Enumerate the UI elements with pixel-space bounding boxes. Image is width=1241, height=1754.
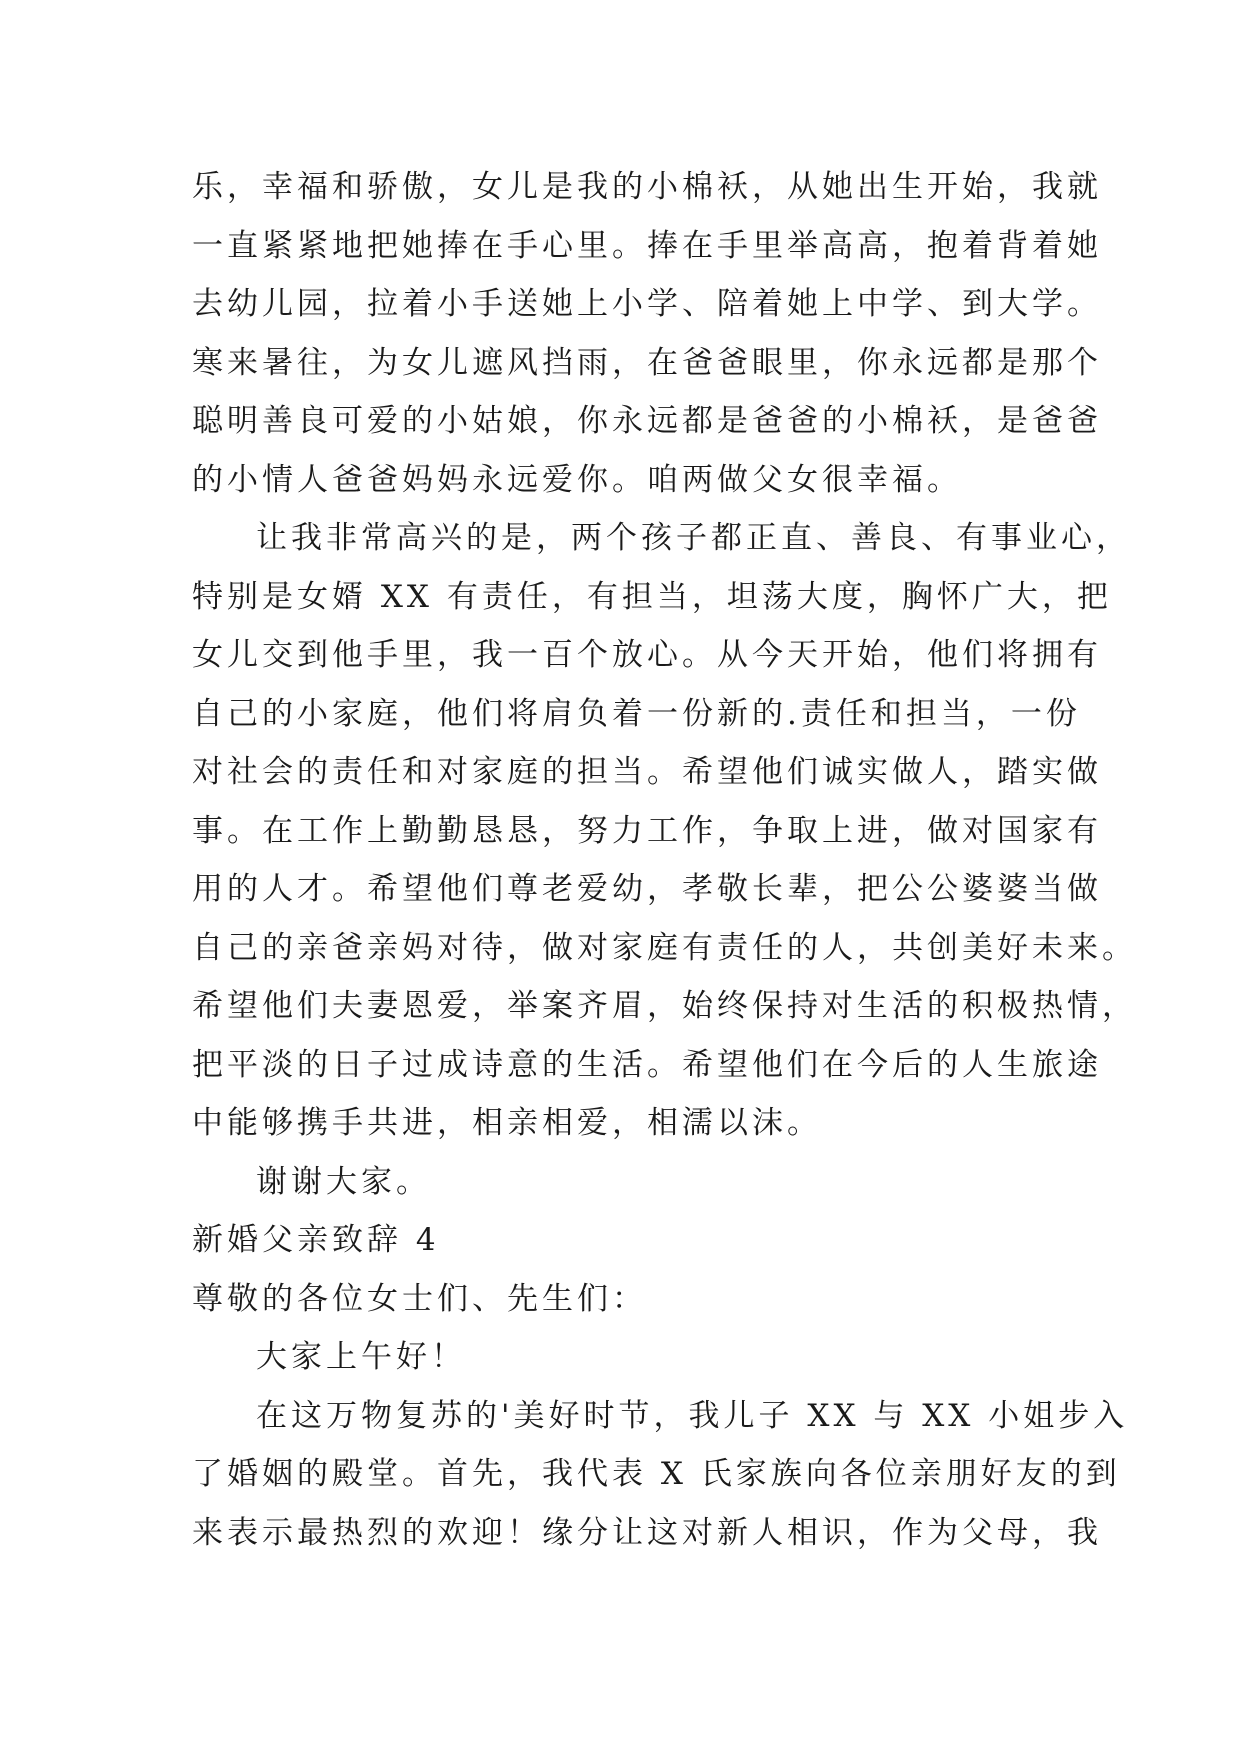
text-line: 用的人才。希望他们尊老爱幼，孝敬长辈，把公公婆婆当做	[192, 871, 1102, 907]
text-line: 对社会的责任和对家庭的担当。希望他们诚实做人，踏实做	[192, 754, 1102, 790]
text-line: 乐，幸福和骄傲，女儿是我的小棉袄，从她出生开始，我就	[192, 169, 1102, 205]
text-line: 去幼儿园，拉着小手送她上小学、陪着她上中学、到大学。	[192, 286, 1102, 322]
text-line: 把平淡的日子过成诗意的生活。希望他们在今后的人生旅途	[192, 1046, 1102, 1083]
text-line: 寒来暑往，为女儿遮风挡雨，在爸爸眼里，你永远都是那个	[192, 344, 1102, 381]
text-line: 特别是女婿 XX 有责任，有担当，坦荡大度，胸怀广大，把	[192, 578, 1112, 615]
text-line: 中能够携手共进，相亲相爱，相濡以沫。	[192, 1105, 822, 1141]
text-line: 一直紧紧地把她捧在手心里。捧在手里举高高，抱着背着她	[192, 227, 1102, 264]
text-line: 的小情人爸爸妈妈永远爱你。咱两做父女很幸福。	[192, 461, 962, 498]
document-body	[192, 158, 1137, 1562]
text-line: 谢谢大家。	[256, 1163, 431, 1200]
text-line: 自己的小家庭，他们将肩负着一份新的.责任和担当，一份	[192, 695, 1081, 732]
text-line: 了婚姻的殿堂。首先，我代表 X 氏家族向各位亲朋好友的到	[192, 1456, 1121, 1492]
text-line: 女儿交到他手里，我一百个放心。从今天开始，他们将拥有	[192, 637, 1102, 673]
text-line: 在这万物复苏的'美好时节，我儿子 XX 与 XX 小姐步入	[256, 1397, 1129, 1434]
text-line: 让我非常高兴的是，两个孩子都正直、善良、有事业心，	[256, 520, 1131, 556]
text-line: 大家上午好！	[256, 1339, 466, 1375]
text-line: 事。在工作上勤勤恳恳，努力工作，争取上进，做对国家有	[192, 812, 1102, 849]
text-line: 希望他们夫妻恩爱，举案齐眉，始终保持对生活的积极热情，	[192, 988, 1137, 1024]
text-line: 新婚父亲致辞 4	[192, 1222, 440, 1258]
text-line: 自己的亲爸亲妈对待，做对家庭有责任的人，共创美好未来。	[192, 929, 1137, 966]
text-line: 尊敬的各位女士们、先生们：	[192, 1280, 647, 1317]
text-line: 来表示最热烈的欢迎！缘分让这对新人相识，作为父母，我	[192, 1514, 1102, 1551]
text-line: 聪明善良可爱的小姑娘，你永远都是爸爸的小棉袄，是爸爸	[192, 403, 1102, 439]
